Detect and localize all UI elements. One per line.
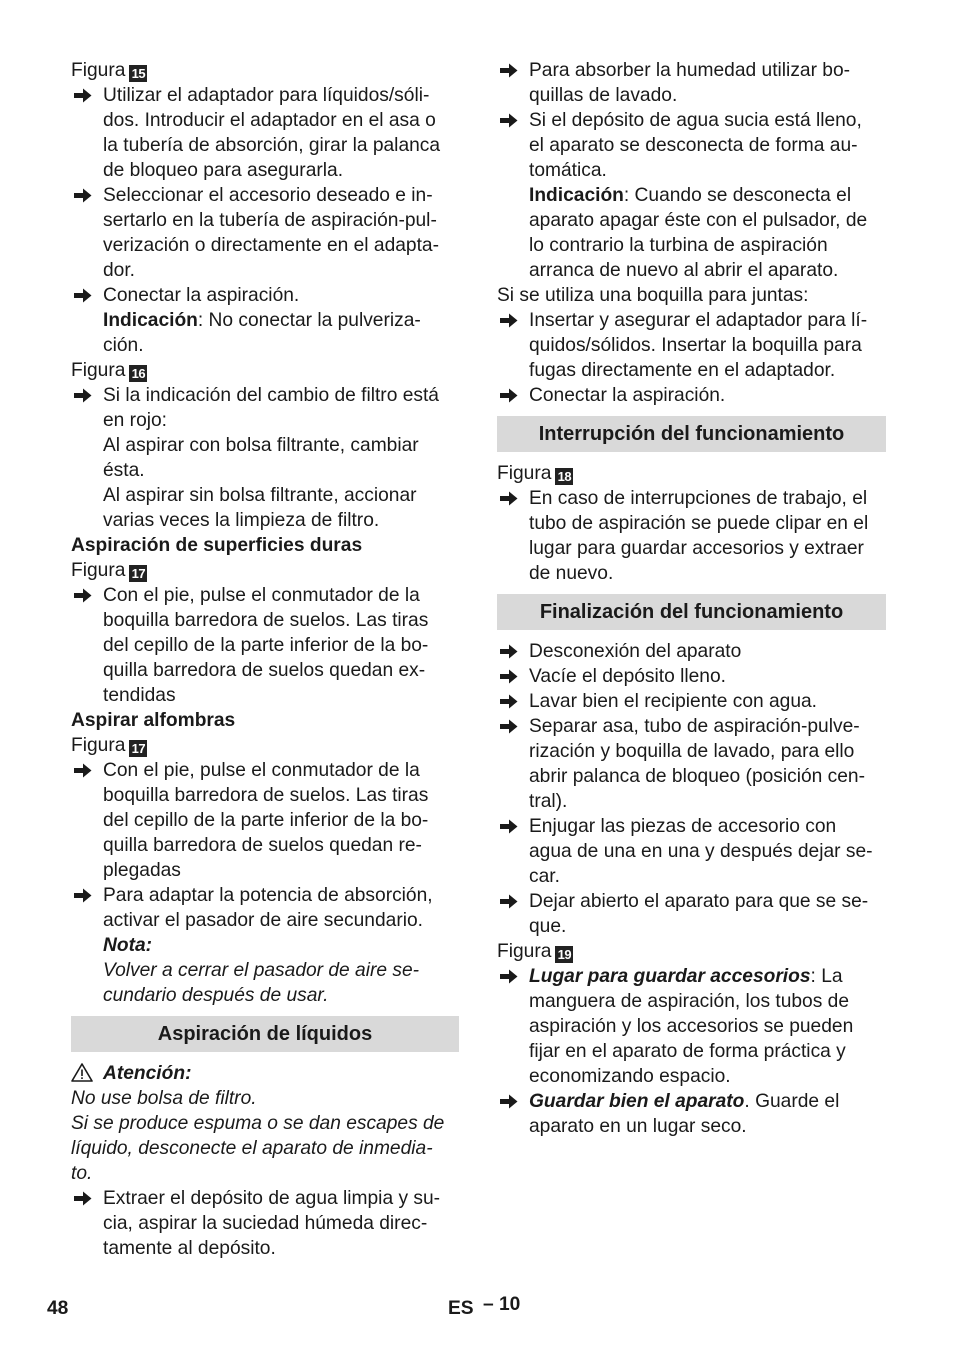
- bullet-text-line: en rojo:: [103, 410, 167, 431]
- bullet-item: [497, 714, 886, 814]
- bullet-text-line: fijar en el aparato de forma práctica y: [529, 1041, 846, 1062]
- arrow-right-icon: [74, 183, 94, 208]
- section-heading: Finalización del funcionamiento: [497, 594, 886, 630]
- note-line: arranca de nuevo al abrir el aparato.: [529, 260, 839, 281]
- figure-reference: [71, 58, 459, 83]
- bullet-emphasis: Guardar bien el aparato: [529, 1091, 745, 1112]
- bullet-text-line: dos. Introducir el adaptador en el asa o: [103, 110, 436, 131]
- bullet-text-line: Para adaptar la potencia de absorción,: [103, 885, 433, 906]
- bullet-text-line: quillas de lavado.: [529, 85, 678, 106]
- note-line: [497, 183, 886, 208]
- bullet-text-line: [497, 1089, 886, 1114]
- section-heading: Aspiración de líquidos: [71, 1016, 459, 1052]
- bullet-text-line: de bloqueo para asegurarla.: [103, 160, 344, 181]
- bullet-text-line: Conectar la aspiración.: [103, 285, 300, 306]
- bullet-text-line: tral).: [529, 791, 568, 812]
- warning-triangle-icon: [71, 1063, 95, 1083]
- note-label: Nota:: [103, 935, 153, 956]
- bullet-text-line: manguera de aspiración, los tubos de: [529, 991, 849, 1012]
- bullet-item: [497, 1089, 886, 1139]
- bullet-text-line: Insertar y asegurar el adaptador para lí-: [529, 310, 868, 331]
- bullet-text-line: agua de una en una y después dejar se-: [529, 841, 873, 862]
- bullet-item: [71, 83, 459, 183]
- bullet-text-line: que.: [529, 916, 567, 937]
- arrow-right-icon: [500, 689, 520, 714]
- bullet-item: [497, 108, 886, 283]
- figure-label: Figura: [71, 60, 126, 81]
- bullet-text-line: la tubería de absorción, girar la palanca: [103, 135, 441, 156]
- footer-lang: [448, 1296, 520, 1321]
- bullet-item: [497, 689, 886, 714]
- note-line: [71, 308, 459, 333]
- bullet-text-line: ésta.: [103, 460, 145, 481]
- section-heading: Interrupción del funcionamiento: [497, 416, 886, 452]
- bullet-text-line: boquilla barredora de suelos. Las tiras: [103, 610, 429, 631]
- bullet-text-line: car.: [529, 866, 560, 887]
- bullet-text-line: Desconexión del aparato: [529, 641, 742, 662]
- note-text: : Cuando se desconecta el: [623, 185, 852, 206]
- bullet-text-line: quilla barredora de suelos quedan ex-: [103, 660, 426, 681]
- bullet-text-line: quilla barredora de suelos quedan re-: [103, 835, 422, 856]
- arrow-right-icon: [74, 583, 94, 608]
- bullet-text-line: fugas directamente en el adaptador.: [529, 360, 836, 381]
- note-line: lo contrario la turbina de aspiración: [529, 235, 828, 256]
- figure-number-badge: 18: [555, 468, 573, 485]
- arrow-right-icon: [500, 1089, 520, 1114]
- bullet-text-line: Con el pie, pulse el conmutador de la: [103, 760, 420, 781]
- bullet-item: [497, 889, 886, 939]
- figure-reference: [497, 939, 886, 964]
- note-text-line: cundario después de usar.: [103, 985, 329, 1006]
- figure-reference: [71, 558, 459, 583]
- arrow-right-icon: [500, 58, 520, 83]
- arrow-right-icon: [74, 83, 94, 108]
- bullet-item: [497, 383, 886, 408]
- bullet-text-line: Lavar bien el recipiente con agua.: [529, 691, 818, 712]
- bullet-text-line: tomática.: [529, 160, 607, 181]
- note-text-line: Volver a cerrar el pasador de aire se-: [103, 960, 420, 981]
- bullet-item: [71, 883, 459, 1008]
- bullet-item: [497, 814, 886, 889]
- arrow-right-icon: [500, 308, 520, 333]
- bullet-text-line: del cepillo de la parte inferior de la bo-: [103, 635, 429, 656]
- bullet-text-line: quidos/sólidos. Insertar la boquilla para: [529, 335, 862, 356]
- figure-number-badge: 15: [129, 65, 147, 82]
- warning-text-line: No use bolsa de filtro.: [71, 1088, 257, 1109]
- bullet-text-line: plegadas: [103, 860, 181, 881]
- arrow-right-icon: [74, 1186, 94, 1211]
- bullet-text-line: boquilla barredora de suelos. Las tiras: [103, 785, 429, 806]
- bullet-text-line: tamente al depósito.: [103, 1238, 276, 1259]
- arrow-right-icon: [74, 383, 94, 408]
- bullet-text-line: rización y boquilla de lavado, para ello: [529, 741, 855, 762]
- bullet-text-line: Si el depósito de agua sucia está lleno,: [529, 110, 862, 131]
- bullet-item: [71, 758, 459, 883]
- bullet-text-line: Si la indicación del cambio de filtro está: [103, 385, 439, 406]
- bullet-item: [71, 583, 459, 708]
- bullet-text-line: verización o directamente en el adapta-: [103, 235, 439, 256]
- figure-label: Figura: [71, 735, 126, 756]
- figure-number-badge: 17: [129, 740, 147, 757]
- bullet-text-line: el aparato se desconecta de forma au-: [529, 135, 858, 156]
- bullet-text-line: tubo de aspiración se puede clipar en el: [529, 513, 869, 534]
- figure-reference: [71, 733, 459, 758]
- bullet-item: [71, 383, 459, 533]
- page-number: 48: [47, 1298, 69, 1319]
- bullet-text-line: aparato en un lugar seco.: [529, 1116, 747, 1137]
- subheading: Aspirar alfombras: [71, 710, 236, 731]
- footer-section-number: 10: [498, 1294, 521, 1315]
- bullet-text-line: aspiración y los accesorios se pueden: [529, 1016, 854, 1037]
- bullet-text-line: Para absorber la humedad utilizar bo-: [529, 60, 851, 81]
- arrow-right-icon: [500, 814, 520, 839]
- note-label: Indicación: [529, 185, 624, 206]
- warning-label: Atención:: [103, 1063, 192, 1084]
- bullet-text-line: del cepillo de la parte inferior de la bo-: [103, 810, 429, 831]
- bullet-text-line: lugar para guardar accesorios y extraer: [529, 538, 864, 559]
- bullet-item: [497, 308, 886, 383]
- bullet-text-line: Utilizar el adaptador para líquidos/sóli-: [103, 85, 430, 106]
- warning-text-line: Si se produce espuma o se dan escapes de: [71, 1113, 445, 1134]
- arrow-right-icon: [74, 883, 94, 908]
- bullet-item: [71, 283, 459, 358]
- arrow-right-icon: [500, 108, 520, 133]
- bullet-text-line: Vacíe el depósito lleno.: [529, 666, 726, 687]
- bullet-text-line: En caso de interrupciones de trabajo, el: [529, 488, 868, 509]
- figure-reference: [497, 461, 886, 486]
- bullet-text-line: [497, 964, 886, 989]
- bullet-text-line: sertarlo en la tubería de aspiración-pul-: [103, 210, 437, 231]
- arrow-right-icon: [500, 664, 520, 689]
- figure-label: Figura: [497, 463, 552, 484]
- bullet-text-line: Con el pie, pulse el conmutador de la: [103, 585, 420, 606]
- bullet-text-line: Al aspirar con bolsa filtrante, cambiar: [103, 435, 419, 456]
- bullet-text-line: abrir palanca de bloqueo (posición cen-: [529, 766, 865, 787]
- warning-heading: [71, 1061, 459, 1086]
- bullet-emphasis: Lugar para guardar accesorios: [529, 966, 811, 987]
- warning-text-line: líquido, desconecte el aparato de inmedia-: [71, 1138, 433, 1159]
- bullet-item: [71, 1186, 459, 1261]
- bullet-text-line: Dejar abierto el aparato para que se se-: [529, 891, 869, 912]
- bullet-text-line: Enjugar las piezas de accesorio con: [529, 816, 837, 837]
- arrow-right-icon: [500, 889, 520, 914]
- warning-text-line: to.: [71, 1163, 93, 1184]
- arrow-right-icon: [500, 714, 520, 739]
- note-line: ción.: [103, 335, 144, 356]
- note-label: Indicación: [103, 310, 198, 331]
- bullet-text-line: tendidas: [103, 685, 176, 706]
- arrow-right-icon: [74, 758, 94, 783]
- intro-text: Si se utiliza una boquilla para juntas:: [497, 285, 809, 306]
- arrow-right-icon: [500, 639, 520, 664]
- bullet-item: [497, 486, 886, 586]
- footer-dash: –: [482, 1294, 494, 1315]
- arrow-right-icon: [500, 486, 520, 511]
- arrow-right-icon: [500, 383, 520, 408]
- arrow-right-icon: [74, 283, 94, 308]
- bullet-text-line: dor.: [103, 260, 136, 281]
- bullet-text: . Guarde el: [744, 1091, 840, 1112]
- bullet-text-line: activar el pasador de aire secundario.: [103, 910, 423, 931]
- note-text: : No conectar la pulveriza-: [197, 310, 421, 331]
- bullet-text-line: Al aspirar sin bolsa filtrante, accionar: [103, 485, 417, 506]
- bullet-text-line: economizando espacio.: [529, 1066, 731, 1087]
- figure-number-badge: 17: [129, 565, 147, 582]
- bullet-item: [497, 664, 886, 689]
- bullet-item: [497, 58, 886, 108]
- bullet-text-line: Conectar la aspiración.: [529, 385, 726, 406]
- figure-number-badge: 16: [129, 365, 147, 382]
- footer-lang-code: ES: [448, 1298, 474, 1319]
- figure-reference: [71, 358, 459, 383]
- figure-label: Figura: [497, 941, 552, 962]
- bullet-text-line: Separar asa, tubo de aspiración-pulve-: [529, 716, 860, 737]
- figure-label: Figura: [71, 560, 126, 581]
- bullet-text-line: Seleccionar el accesorio deseado e in-: [103, 185, 433, 206]
- bullet-item: [497, 964, 886, 1089]
- bullet-item: [497, 639, 886, 664]
- subheading: Aspiración de superficies duras: [71, 535, 363, 556]
- right-column: [497, 58, 886, 1139]
- bullet-text-line: varias veces la limpieza de filtro.: [103, 510, 380, 531]
- bullet-item: [71, 183, 459, 283]
- bullet-text-line: cia, aspirar la suciedad húmeda direc-: [103, 1213, 428, 1234]
- bullet-text-line: de nuevo.: [529, 563, 614, 584]
- left-column: [71, 58, 459, 1261]
- figure-number-badge: 19: [555, 946, 573, 963]
- figure-label: Figura: [71, 360, 126, 381]
- note-line: aparato apagar éste con el pulsador, de: [529, 210, 868, 231]
- arrow-right-icon: [500, 964, 520, 989]
- bullet-text: : La: [810, 966, 843, 987]
- bullet-text-line: Extraer el depósito de agua limpia y su-: [103, 1188, 441, 1209]
